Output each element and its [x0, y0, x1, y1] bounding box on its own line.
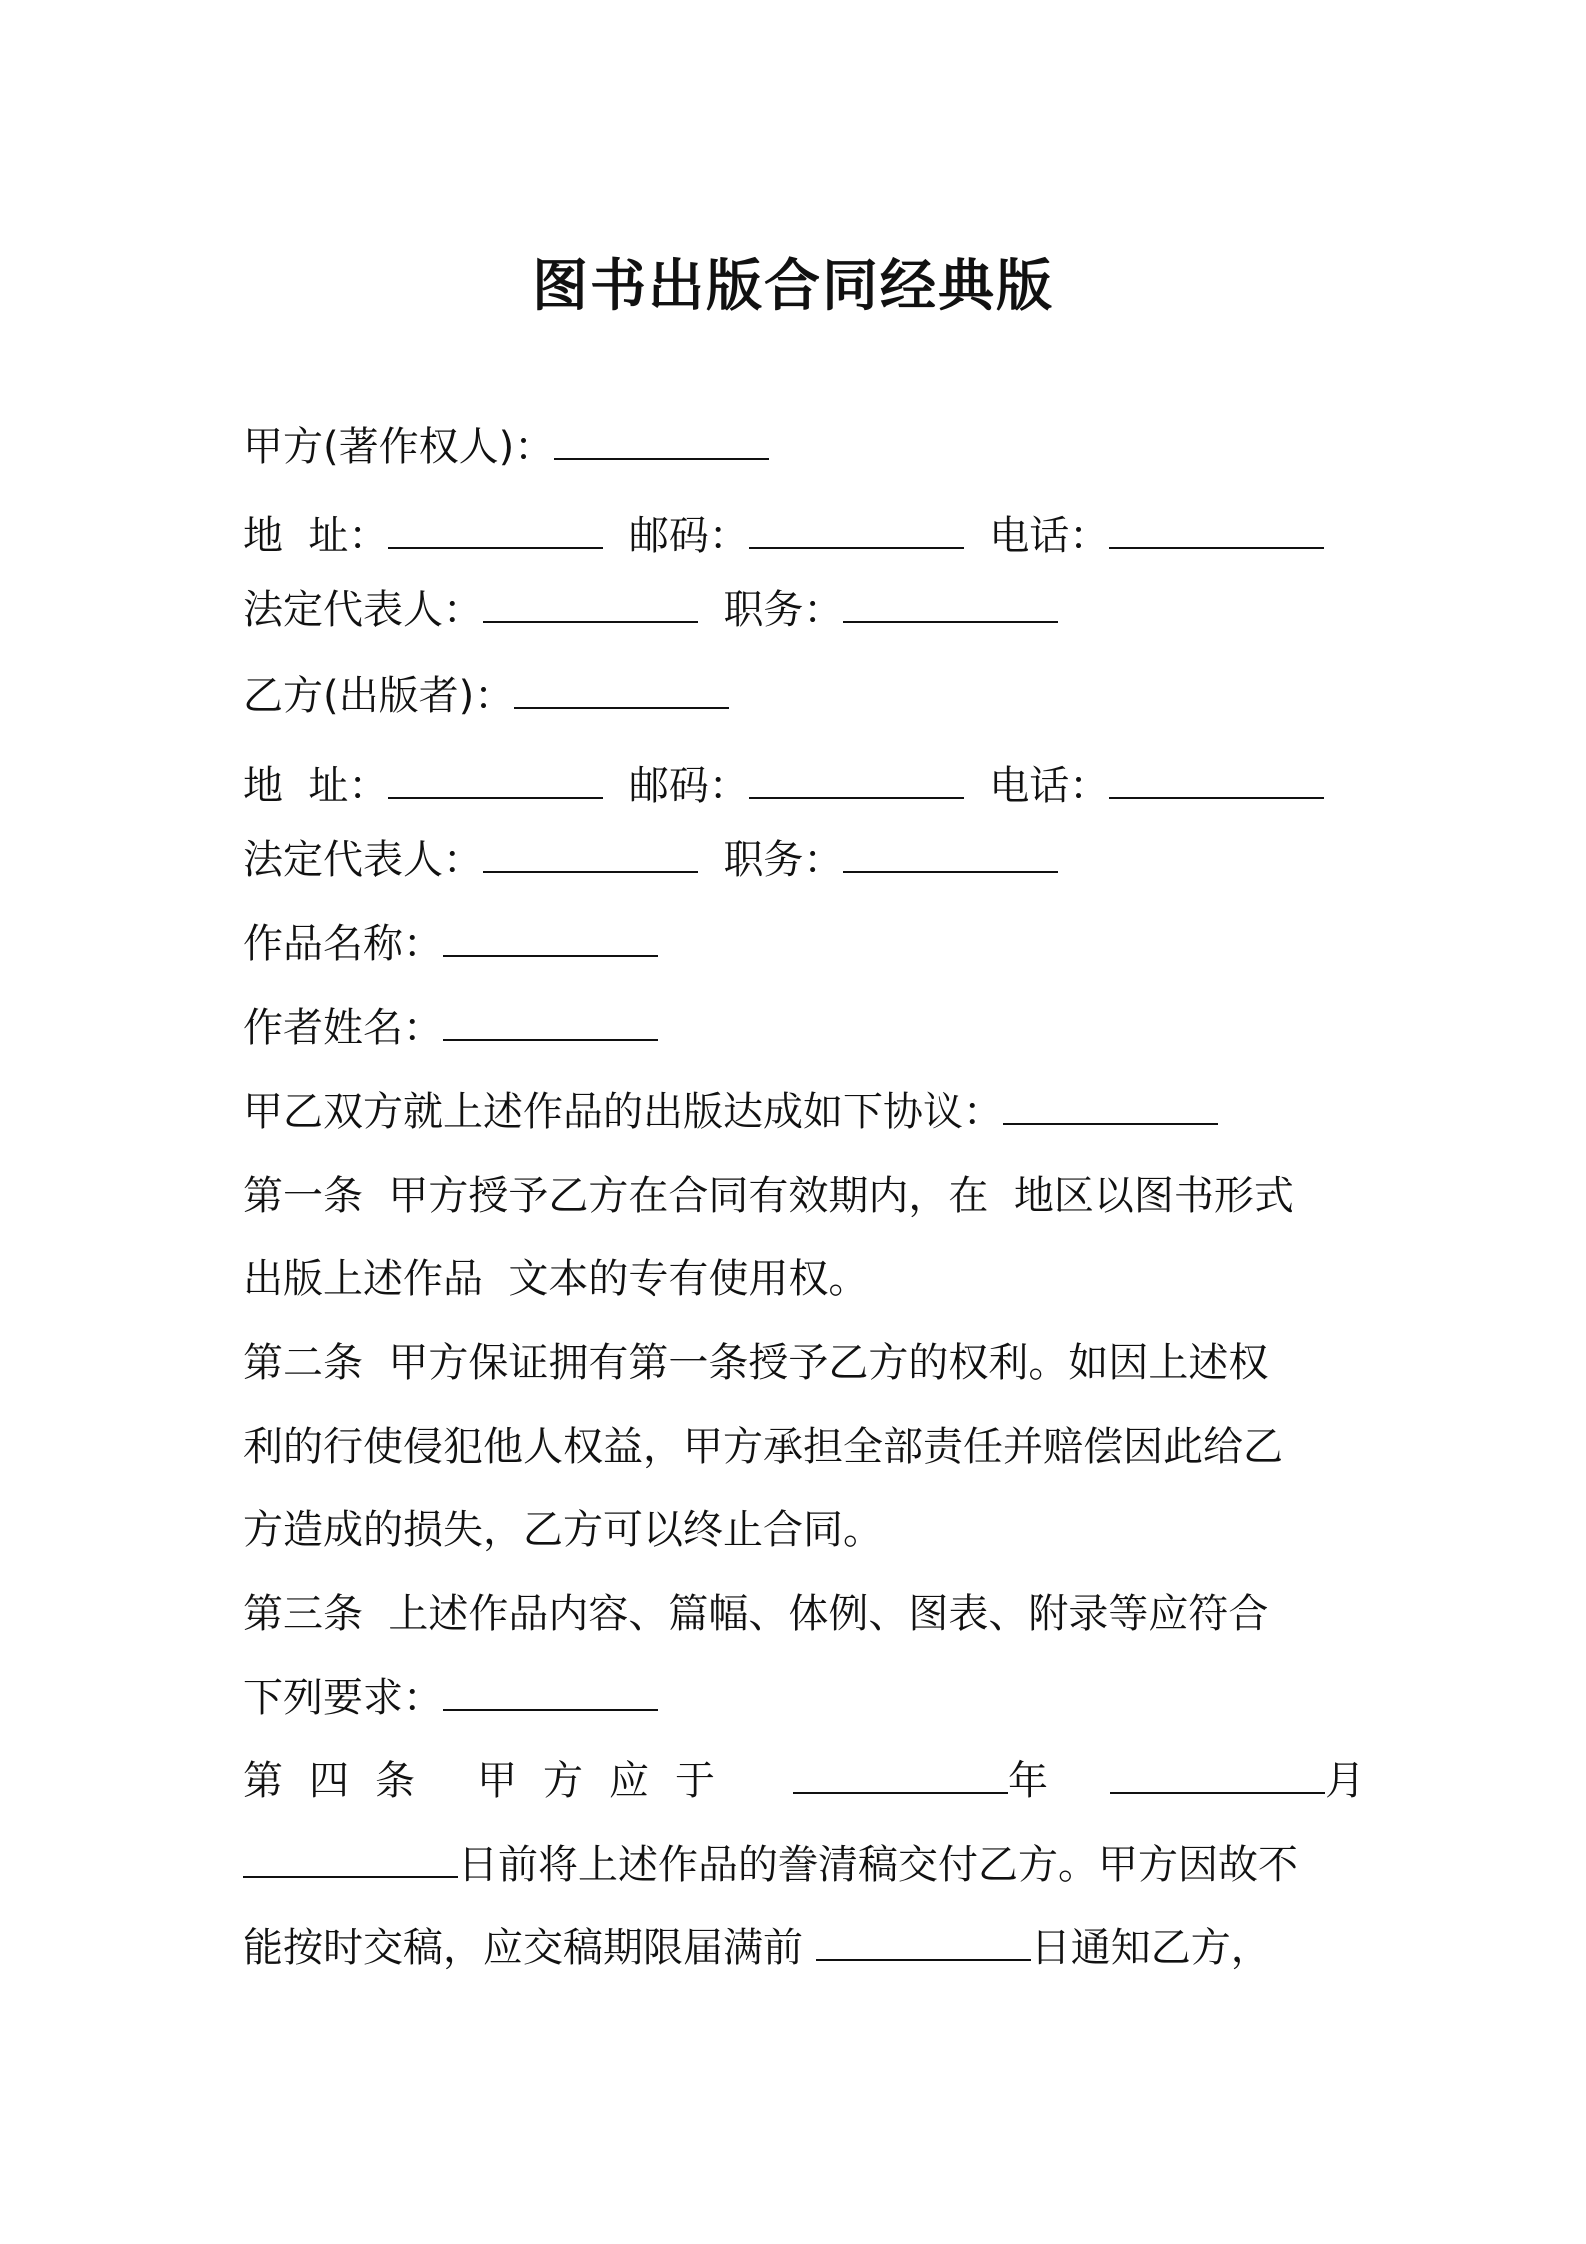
article-4-line-3: [243, 1922, 1271, 1974]
party-b-position-blank: [843, 837, 1058, 873]
agreement-intro-line: [243, 1086, 1218, 1138]
party-b-line: [243, 670, 729, 722]
party-a-rep-line: [243, 584, 1058, 636]
author-name-blank: [443, 1005, 658, 1041]
author-name-label: 作者姓名：: [243, 1005, 443, 1051]
party-a-label: 甲方(著作权人)：: [243, 424, 555, 470]
article-4-line-2-text: 日前将上述作品的誊清稿交付乙方。甲方因故不: [458, 1842, 1298, 1888]
party-a-blank: [554, 424, 769, 460]
article-2-line-1: 第二条 甲方保证拥有第一条授予乙方的权利。如因上述权: [243, 1340, 1269, 1386]
party-a-phone-blank: [1109, 513, 1324, 549]
party-a-position-label: 职务：: [723, 587, 844, 633]
party-a-line: [243, 421, 769, 473]
party-b-address-label: 地 址：: [243, 763, 389, 809]
article-4-notice-blank: [816, 1925, 1031, 1961]
party-b-address-blank: [388, 763, 603, 799]
party-a-postcode-blank: [749, 513, 964, 549]
article-2-line-3: 方造成的损失，乙方可以终止合同。: [243, 1507, 883, 1553]
article-1-line-1: 第一条 甲方授予乙方在合同有效期内，在 地区以图书形式: [243, 1173, 1294, 1219]
document-title: 图书出版合同经典版: [532, 254, 1054, 319]
party-b-phone-label: 电话：: [989, 763, 1110, 809]
author-name-line: [243, 1002, 658, 1054]
article-4-number: 第四条: [243, 1758, 441, 1804]
article-3-blank: [443, 1675, 658, 1711]
party-b-phone-blank: [1109, 763, 1324, 799]
article-4-month: 月: [1325, 1758, 1365, 1804]
party-b-position-label: 职务：: [723, 837, 844, 883]
article-4-line-3-text-a: 能按时交稿，应交稿期限届满前: [243, 1925, 816, 1971]
agreement-intro-text: 甲乙双方就上述作品的出版达成如下协议：: [243, 1089, 1003, 1135]
agreement-intro-blank: [1003, 1089, 1218, 1125]
article-4-lead: 甲方应于: [477, 1758, 741, 1804]
article-4-line-2: [243, 1839, 1298, 1891]
party-a-address-label: 地 址：: [243, 513, 389, 559]
party-a-rep-blank: [483, 587, 698, 623]
party-a-address-line: [243, 510, 1324, 562]
work-name-blank: [443, 921, 658, 957]
work-name-line: [243, 918, 658, 970]
article-4-month-blank: [1110, 1758, 1325, 1794]
work-name-label: 作品名称：: [243, 921, 443, 967]
article-4-year-blank: [793, 1758, 1008, 1794]
party-a-phone-label: 电话：: [989, 513, 1110, 559]
article-3-line-2: [243, 1672, 658, 1724]
party-b-postcode-blank: [749, 763, 964, 799]
party-a-address-blank: [388, 513, 603, 549]
party-b-blank: [514, 673, 729, 709]
article-3-line-2-text: 下列要求：: [243, 1675, 443, 1721]
party-b-rep-blank: [483, 837, 698, 873]
party-b-rep-line: [243, 834, 1058, 886]
article-1-line-2: 出版上述作品 文本的专有使用权。: [243, 1256, 869, 1302]
article-4-year: 年: [1008, 1758, 1048, 1804]
article-4-day-blank: [243, 1842, 458, 1878]
article-3-line-1: 第三条 上述作品内容、篇幅、体例、图表、附录等应符合: [243, 1591, 1269, 1637]
party-a-rep-label: 法定代表人：: [243, 587, 483, 633]
party-b-label: 乙方(出版者)：: [243, 673, 515, 719]
party-b-postcode-label: 邮码：: [628, 763, 749, 809]
party-a-postcode-label: 邮码：: [628, 513, 749, 559]
article-4-line-1: [243, 1755, 1365, 1807]
party-b-rep-label: 法定代表人：: [243, 837, 483, 883]
article-2-line-2: 利的行使侵犯他人权益，甲方承担全部责任并赔偿因此给乙: [243, 1424, 1283, 1470]
party-b-address-line: [243, 760, 1324, 812]
article-4-line-3-text-b: 日通知乙方，: [1030, 1925, 1271, 1971]
party-a-position-blank: [843, 587, 1058, 623]
